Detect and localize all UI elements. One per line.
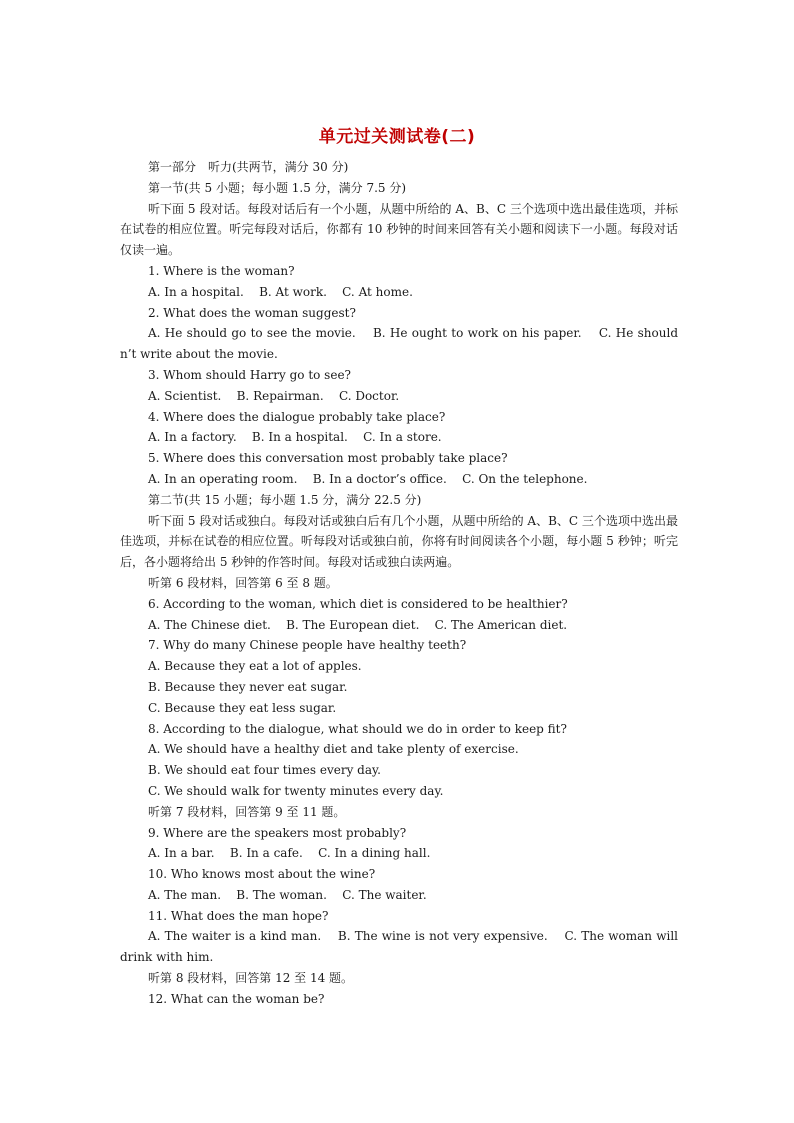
- text-line: A. The man. B. The woman. C. The waiter.: [148, 887, 427, 902]
- text-line: 听第 8 段材料，回答第 12 至 14 题。: [148, 971, 354, 986]
- text-line: B. We should eat four times every day.: [148, 763, 381, 778]
- text-line: 10. Who knows most about the wine?: [148, 867, 376, 882]
- text-line: 第一部分 听力(共两节，满分 30 分): [148, 160, 349, 174]
- text-line: 2. What does the woman suggest?: [148, 305, 356, 320]
- text-line: C. We should walk for twenty minutes every day.: [148, 783, 444, 798]
- text-line: A. In a hospital. B. At work. C. At home.: [148, 284, 413, 299]
- text-line: 1. Where is the woman?: [148, 263, 295, 278]
- page-title: 单元过关测试卷(二): [318, 127, 476, 147]
- text-line: A. In a factory. B. In a hospital. C. In a store.: [148, 430, 442, 445]
- text-line: A. In an operating room. B. In a doctor’s office. C. On the telephone.: [148, 471, 588, 486]
- text-line: A. Because they eat a lot of apples.: [148, 659, 362, 674]
- text-line: 5. Where does this conversation most probably take place?: [148, 451, 508, 466]
- text-line: C. Because they eat less sugar.: [148, 700, 337, 715]
- text-line: B. Because they never eat sugar.: [148, 679, 348, 694]
- text-line: A. The Chinese diet. B. The European diet. C. The American diet.: [148, 617, 568, 632]
- text-line: 12. What can the woman be?: [148, 991, 325, 1006]
- text-line: 听第 6 段材料，回答第 6 至 8 题。: [148, 575, 338, 590]
- text-line: 8. According to the dialogue, what should we do in order to keep fit?: [148, 721, 567, 736]
- text-line: A. We should have a healthy diet and take plenty of exercise.: [148, 742, 519, 757]
- text-line: 9. Where are the speakers most probably?: [148, 825, 407, 840]
- document-body: [120, 157, 682, 1010]
- text-line: A. The waiter is a kind man. B. The wine is not very expensive. C. The woman will drink with him.: [120, 929, 682, 965]
- text-line: 11. What does the man hope?: [148, 908, 329, 923]
- text-line: 7. Why do many Chinese people have healthy teeth?: [148, 638, 467, 653]
- text-line: A. Scientist. B. Repairman. C. Doctor.: [148, 388, 400, 403]
- text-line: 6. According to the woman, which diet is considered to be healthier?: [148, 596, 568, 611]
- text-line: 听下面 5 段对话。每段对话后有一个小题，从题中所给的 A、B、C 三个选项中选出最佳选项，并标在试卷的相应位置。听完每段对话后，你都有 10 秒钟的时间来回答有关小题和阅读下一小题。每段对话仅读一遍。: [120, 201, 678, 258]
- text-line: A. In a bar. B. In a cafe. C. In a dining hall.: [148, 846, 431, 861]
- text-line: 第一节(共 5 小题；每小题 1.5 分，满分 7.5 分): [148, 180, 407, 195]
- text-line: 听下面 5 段对话或独白。每段对话或独白后有几个小题，从题中所给的 A、B、C 三个选项中选出最佳选项，并标在试卷的相应位置。听每段对话或独白前，你将有时间阅读各个小题，每小题 5 秒钟；听完后，各小题将给出 5 秒钟的作答时间。每段对话或独白读两遍。: [120, 513, 678, 570]
- text-line: A. He should go to see the movie. B. He ought to work on his paper. C. He shouldn’t write about the movie.: [120, 326, 678, 362]
- text-line: 3. Whom should Harry go to see?: [148, 367, 351, 382]
- text-line: 听第 7 段材料，回答第 9 至 11 题。: [148, 804, 346, 819]
- text-line: 4. Where does the dialogue probably take place?: [148, 409, 446, 424]
- text-line: 第二节(共 15 小题；每小题 1.5 分，满分 22.5 分): [148, 492, 422, 507]
